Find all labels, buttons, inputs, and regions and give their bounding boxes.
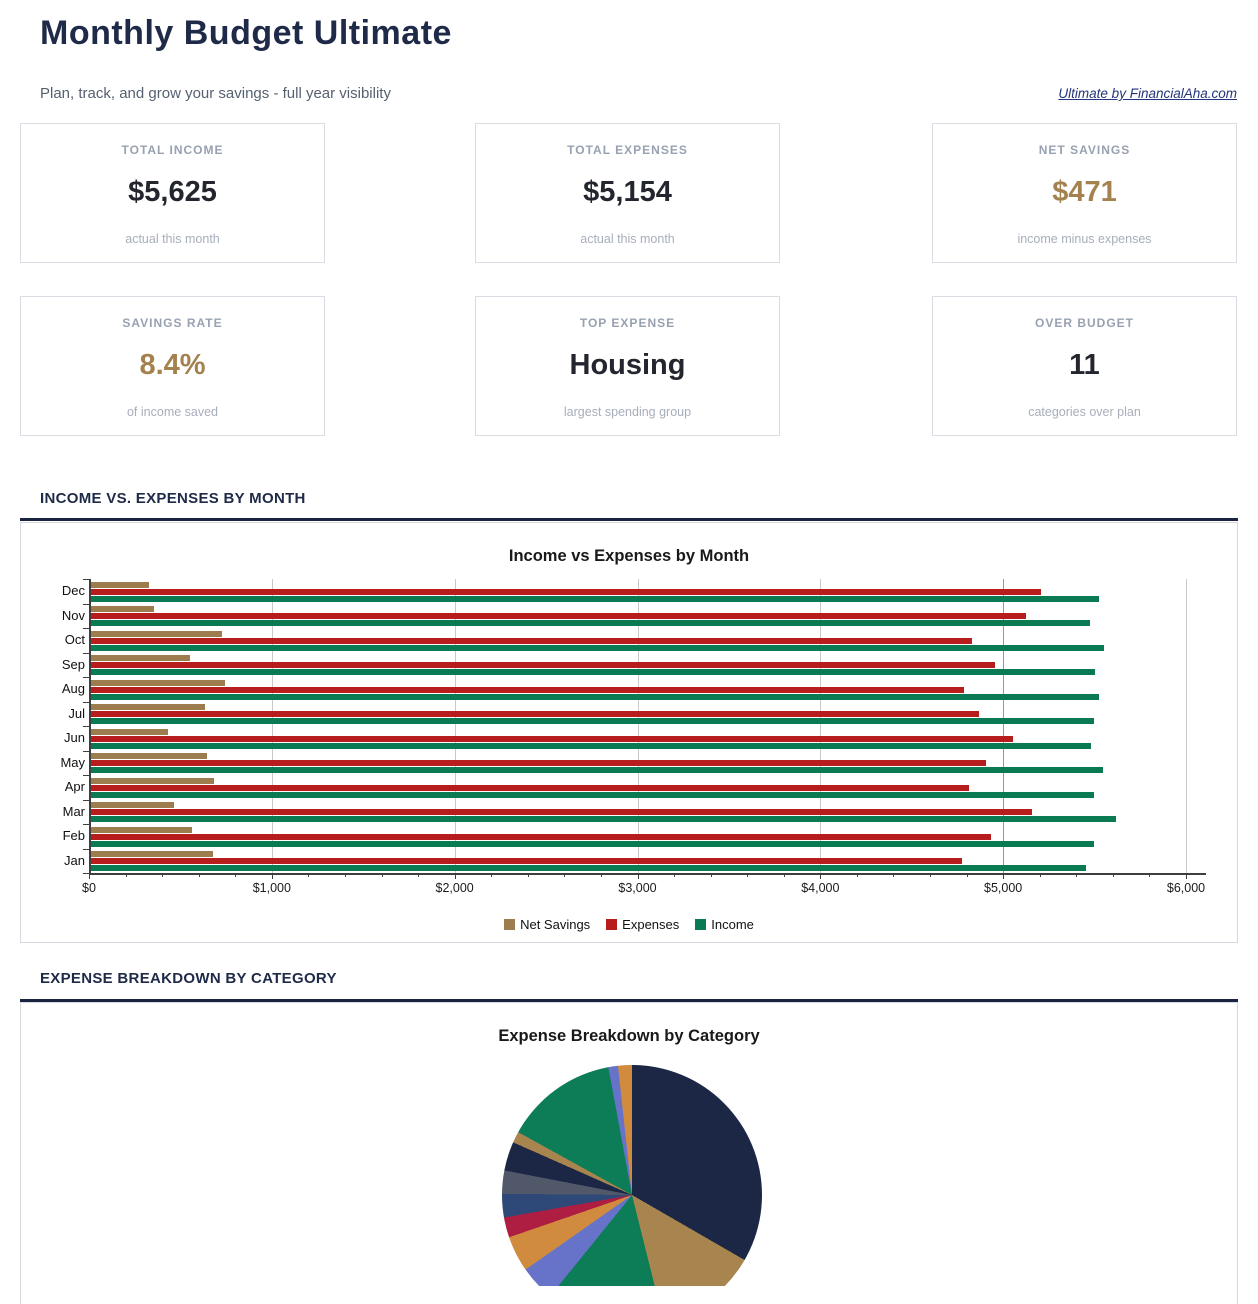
kpi-value: $5,154 [583,176,672,208]
x-axis-minor-tick [747,873,748,877]
bar-expenses-jul [90,711,979,717]
x-tick-label: $1,000 [252,881,291,895]
bar-net-savings-may [90,753,207,759]
x-tick-label: $3,000 [618,881,657,895]
month-label: Dec [61,583,85,599]
kpi-value: Housing [569,349,686,381]
x-axis-minor-tick [857,873,858,877]
legend-swatch [606,919,617,930]
legend-item-net-savings [504,917,590,932]
bar-net-savings-feb [90,827,192,833]
kpi-label: SAVINGS RATE [122,316,223,330]
kpi-label: TOP EXPENSE [579,316,676,330]
section-heading-expense-breakdown: EXPENSE BREAKDOWN BY CATEGORY [40,970,337,987]
bar-expenses-dec [90,589,1041,595]
x-axis-minor-tick [126,873,127,877]
x-axis-minor-tick [674,873,675,877]
bar-expenses-jun [90,736,1013,742]
kpi-card-net-savings [932,123,1237,263]
x-axis-minor-tick [345,873,346,877]
bar-net-savings-jan [90,851,213,857]
kpi-label: NET SAVINGS [1038,143,1131,157]
x-axis-line [89,873,1206,875]
x-axis-major-tick [89,873,90,879]
x-axis-minor-tick [930,873,931,877]
legend-label: Expenses [622,917,680,932]
pie-chart-title: Expense Breakdown by Category [498,1027,760,1045]
month-label: Jan [64,852,85,868]
bar-expenses-may [90,760,986,766]
x-axis-major-tick [455,873,456,879]
bar-expenses-aug [90,687,964,693]
kpi-caption: of income saved [126,405,219,419]
x-axis-minor-tick [711,873,712,877]
legend-swatch [504,919,515,930]
bar-chart-plot [21,523,1237,942]
section-heading-income-vs-expenses: INCOME VS. EXPENSES BY MONTH [40,490,306,507]
bar-income-nov [90,620,1090,626]
bar-net-savings-apr [90,778,214,784]
x-axis-minor-tick [199,873,200,877]
bar-expenses-oct [90,638,972,644]
kpi-label: TOTAL INCOME [121,143,224,157]
bar-income-aug [90,694,1099,700]
month-label: Oct [64,632,85,648]
bar-expenses-apr [90,785,969,791]
bar-income-jan [90,865,1086,871]
x-axis-major-tick [1186,873,1187,879]
x-axis-minor-tick [308,873,309,877]
expense-breakdown-chart-panel [20,1002,1238,1304]
x-axis-major-tick [638,873,639,879]
bar-net-savings-aug [90,680,225,686]
x-axis-minor-tick [1076,873,1077,877]
bar-income-jul [90,718,1094,724]
bar-income-sep [90,669,1095,675]
bar-net-savings-jul [90,704,205,710]
gridline [1186,579,1187,873]
legend-label: Income [711,917,754,932]
kpi-caption: actual this month [125,232,220,246]
x-tick-label: $0 [82,881,96,895]
legend-label: Net Savings [520,917,591,932]
bar-expenses-jan [90,858,962,864]
x-axis-minor-tick [564,873,565,877]
bar-net-savings-nov [90,606,154,612]
bar-net-savings-oct [90,631,222,637]
x-tick-label: $5,000 [984,881,1023,895]
kpi-value: 8.4% [139,349,206,381]
month-label: Jul [68,705,85,721]
page-subtitle: Plan, track, and grow your savings - full year visibility [40,85,391,102]
bar-expenses-feb [90,834,991,840]
x-axis-minor-tick [235,873,236,877]
x-axis-major-tick [272,873,273,879]
month-label: Feb [62,828,85,844]
kpi-value: $5,625 [128,176,217,208]
y-axis-line [89,579,91,873]
x-axis-minor-tick [967,873,968,877]
month-label: Apr [64,779,85,795]
kpi-caption: categories over plan [1028,405,1141,419]
x-axis-minor-tick [162,873,163,877]
kpi-card-top-expense [475,296,780,436]
kpi-card-over-budget [932,296,1237,436]
x-axis-major-tick [820,873,821,879]
month-label: Mar [62,803,85,819]
x-tick-label: $4,000 [801,881,840,895]
kpi-value: $471 [1052,176,1117,208]
month-label: Jun [64,730,85,746]
legend-item-income [695,917,754,932]
bar-income-apr [90,792,1094,798]
x-axis-minor-tick [1113,873,1114,877]
kpi-card-total-income [20,123,325,263]
month-label: May [60,754,85,770]
bar-net-savings-jun [90,729,168,735]
bar-income-dec [90,596,1099,602]
kpi-value: 11 [1069,349,1100,381]
x-axis-minor-tick [601,873,602,877]
bar-chart-title: Income vs Expenses by Month [508,547,750,565]
brand-link[interactable]: Ultimate by FinancialAha.com [1058,86,1237,101]
kpi-label: OVER BUDGET [1034,316,1134,330]
x-tick-label: $2,000 [435,881,474,895]
x-tick-label: $6,000 [1166,881,1206,895]
bar-income-may [90,767,1103,773]
x-axis-minor-tick [418,873,419,877]
x-axis-major-tick [1003,873,1004,879]
kpi-card-total-expenses [475,123,780,263]
page-title: Monthly Budget Ultimate [40,14,452,52]
bar-income-oct [90,645,1104,651]
section-rule [20,518,1238,521]
bar-income-feb [90,841,1094,847]
bar-net-savings-sep [90,655,190,661]
bar-income-jun [90,743,1091,749]
bar-expenses-mar [90,809,1032,815]
kpi-caption: income minus expenses [1017,232,1152,246]
x-axis-minor-tick [491,873,492,877]
x-axis-minor-tick [1149,873,1150,877]
kpi-caption: largest spending group [563,405,692,419]
bar-expenses-sep [90,662,995,668]
kpi-card-savings-rate [20,296,325,436]
x-axis-minor-tick [382,873,383,877]
month-label: Aug [61,681,85,697]
kpi-label: TOTAL EXPENSES [567,143,688,157]
month-label: Sep [61,656,85,672]
bar-income-mar [90,816,1116,822]
x-axis-minor-tick [1040,873,1041,877]
chart-legend [21,917,1237,932]
income-expenses-chart-panel [20,522,1238,943]
legend-swatch [695,919,706,930]
x-axis-minor-tick [893,873,894,877]
bar-net-savings-mar [90,802,174,808]
x-axis-minor-tick [784,873,785,877]
legend-item-expenses [606,917,679,932]
bar-expenses-nov [90,613,1026,619]
bar-net-savings-dec [90,582,149,588]
x-axis-minor-tick [528,873,529,877]
expense-pie-chart [502,1065,762,1286]
month-label: Nov [61,607,85,623]
kpi-caption: actual this month [580,232,675,246]
